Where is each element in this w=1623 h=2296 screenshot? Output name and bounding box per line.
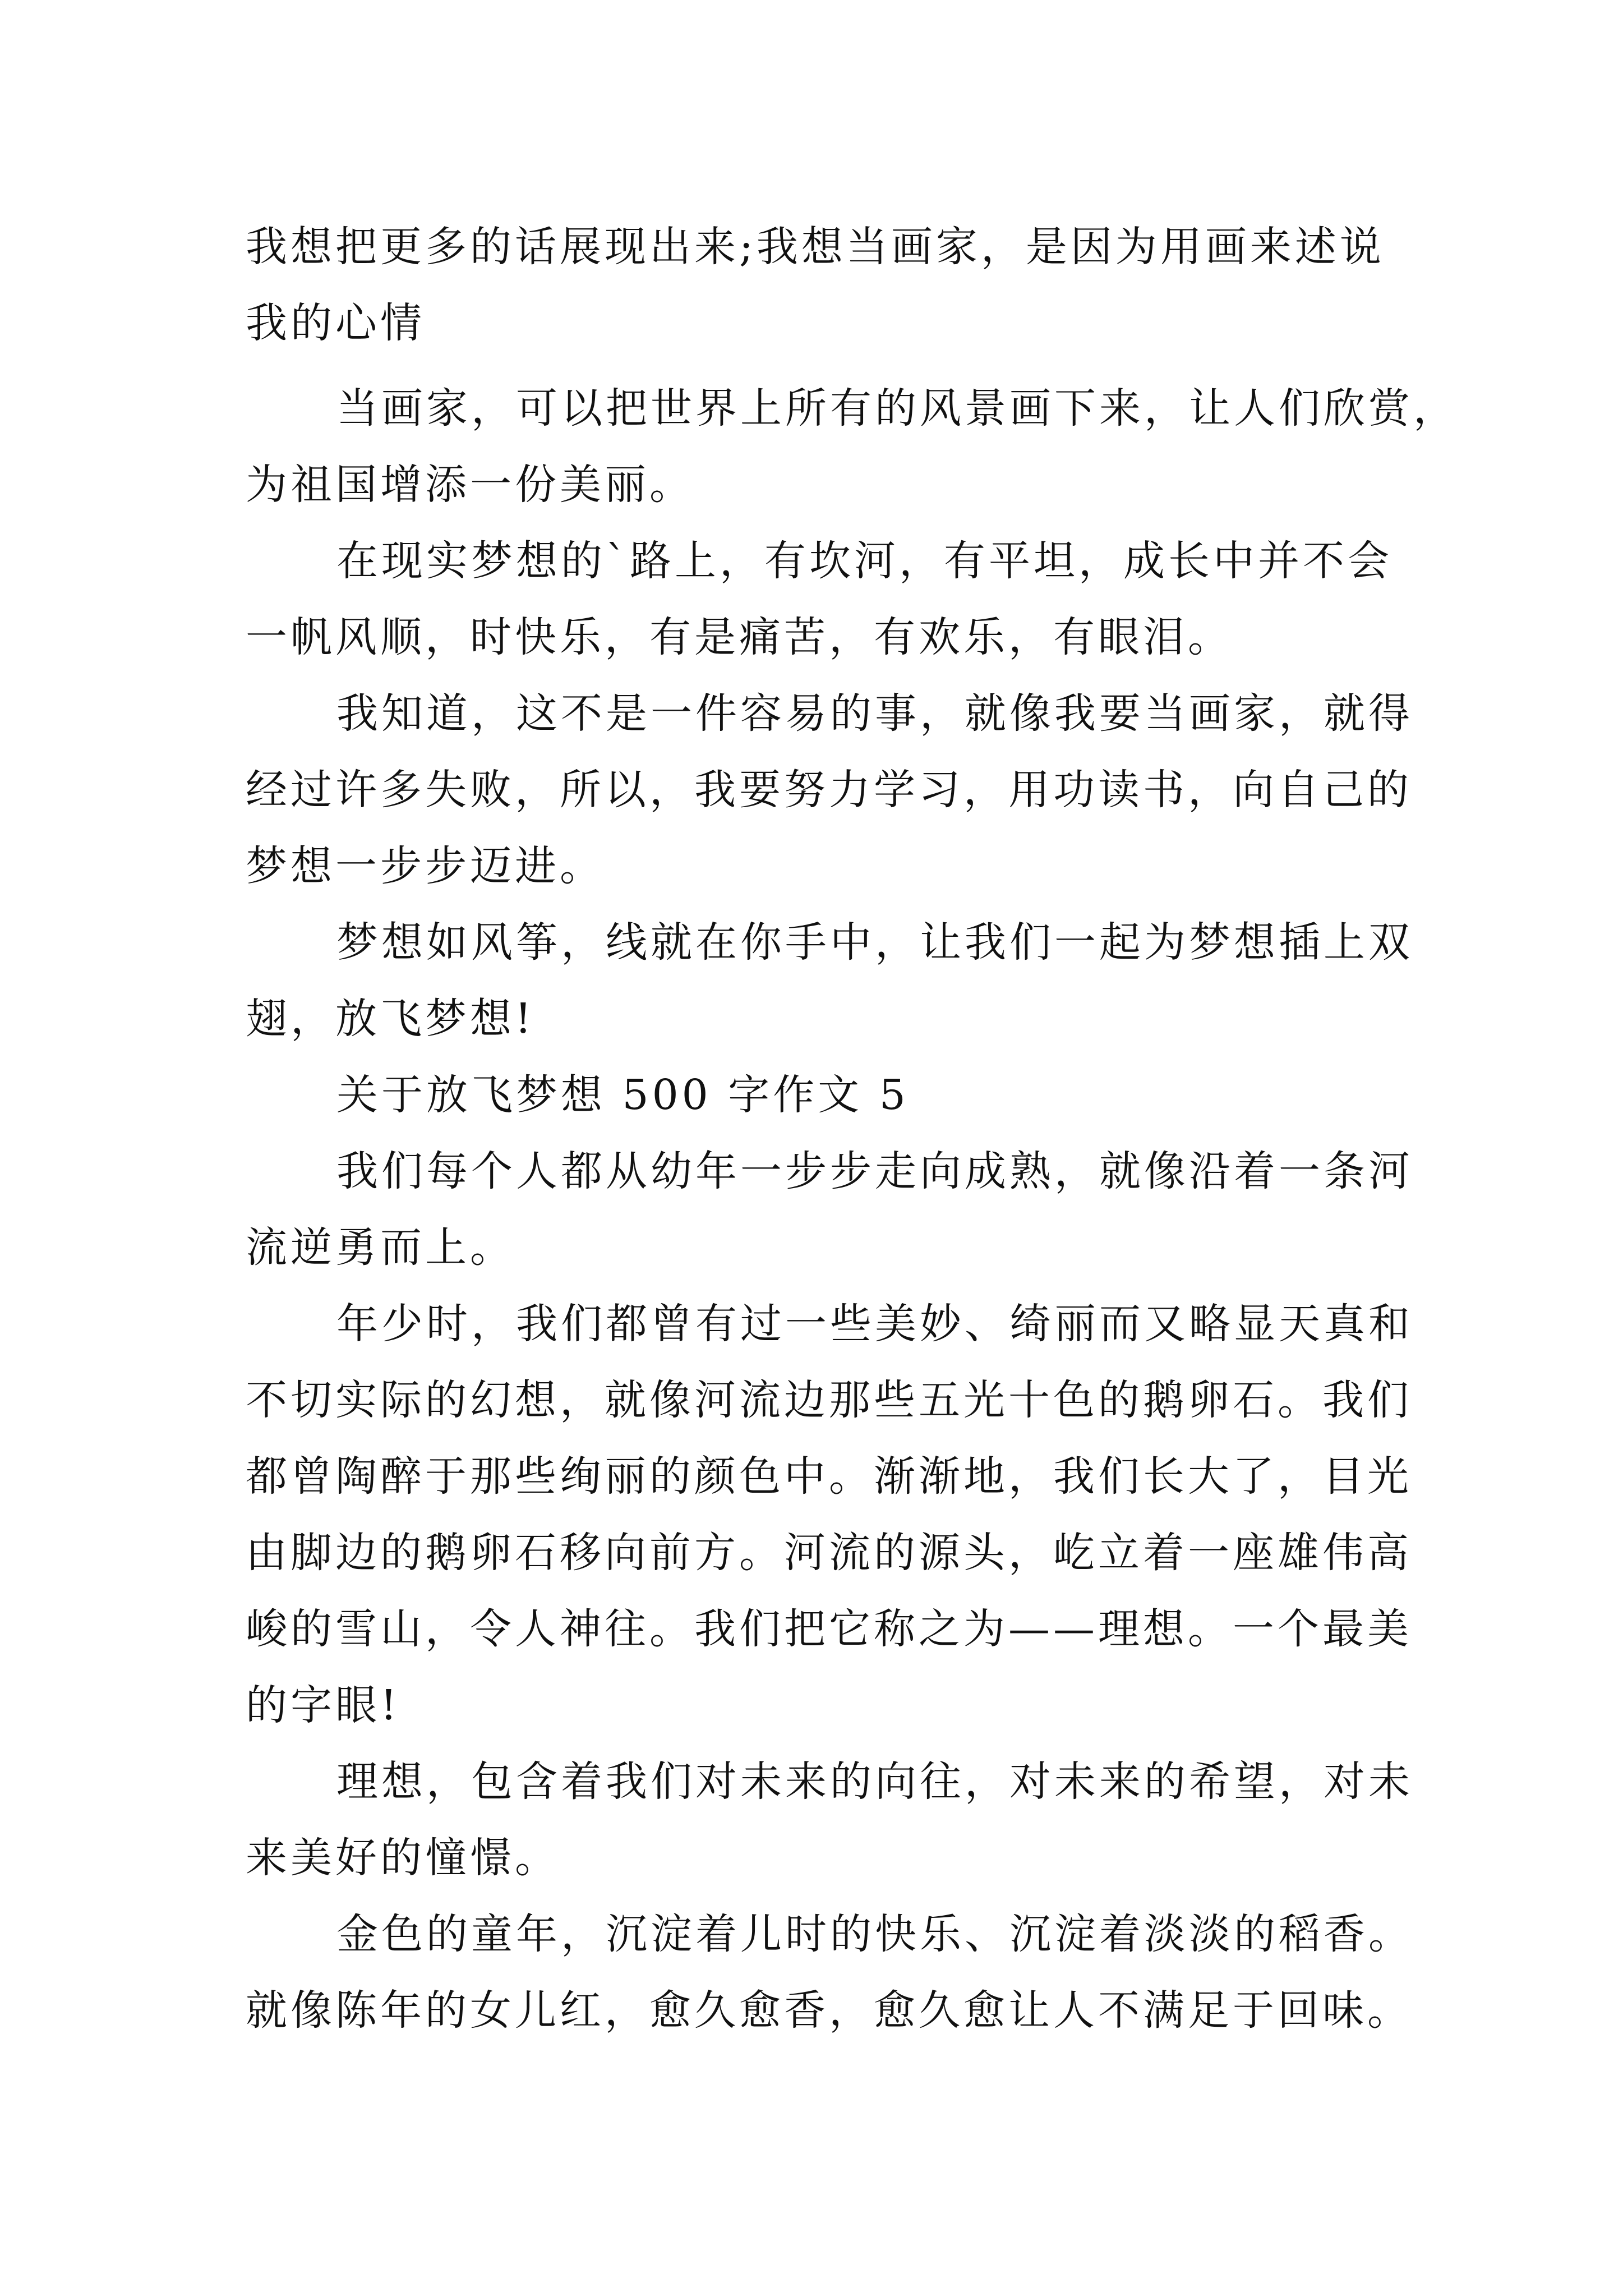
text-line: 在现实梦想的`路上，有坎河，有平坦，成长中并不会: [336, 537, 1393, 585]
text-line: 当画家，可以把世界上所有的风景画下来，让人们欣赏，: [336, 384, 1458, 432]
text-line: 梦想一步步迈进。: [246, 842, 605, 890]
text-line: 年少时，我们都曾有过一些美妙、绮丽而又略显天真和: [336, 1300, 1413, 1348]
text-line: 我们每个人都从幼年一步步走向成熟，就像沿着一条河: [336, 1147, 1413, 1195]
text-line: 由脚边的鹅卵石移向前方。河流的源头，屹立着一座雄伟高: [246, 1529, 1412, 1577]
text-line: 就像陈年的女儿红，愈久愈香，愈久愈让人不满足于回味。: [246, 1986, 1412, 2035]
text-line: 金色的童年，沉淀着儿时的快乐、沉淀着淡淡的稻香。: [336, 1910, 1413, 1958]
text-line: 经过许多失败，所以，我要努力学习，用功读书，向自己的: [246, 766, 1412, 814]
section-heading: 关于放飞梦想 500 字作文 5: [336, 1071, 909, 1119]
text-line: 我知道，这不是一件容易的事，就像我要当画家，就得: [336, 689, 1413, 738]
text-line: 的字眼!: [246, 1681, 400, 1729]
text-line: 我的心情: [246, 299, 425, 347]
text-line: 理想，包含着我们对未来的向往，对未来的希望，对未: [336, 1757, 1413, 1806]
text-line: 不切实际的幻想，就像河流边那些五光十色的鹅卵石。我们: [246, 1376, 1412, 1424]
text-line: 梦想如风筝，线就在你手中，让我们一起为梦想插上双: [336, 918, 1413, 967]
text-line: 为祖国增添一份美丽。: [246, 461, 694, 509]
text-line: 峻的雪山，令人神往。我们把它称之为——理想。一个最美: [246, 1605, 1412, 1653]
text-line: 翅，放飞梦想!: [246, 995, 535, 1043]
text-line: 一帆风顺，时快乐，有是痛苦，有欢乐，有眼泪。: [246, 613, 1233, 661]
text-line: 都曾陶醉于那些绚丽的颜色中。渐渐地，我们长大了，目光: [246, 1452, 1412, 1501]
text-line: 我想把更多的话展现出来;我想当画家，是因为用画来述说: [246, 223, 1385, 271]
text-line: 流逆勇而上。: [246, 1223, 515, 1272]
text-line: 来美好的憧憬。: [246, 1834, 560, 1882]
